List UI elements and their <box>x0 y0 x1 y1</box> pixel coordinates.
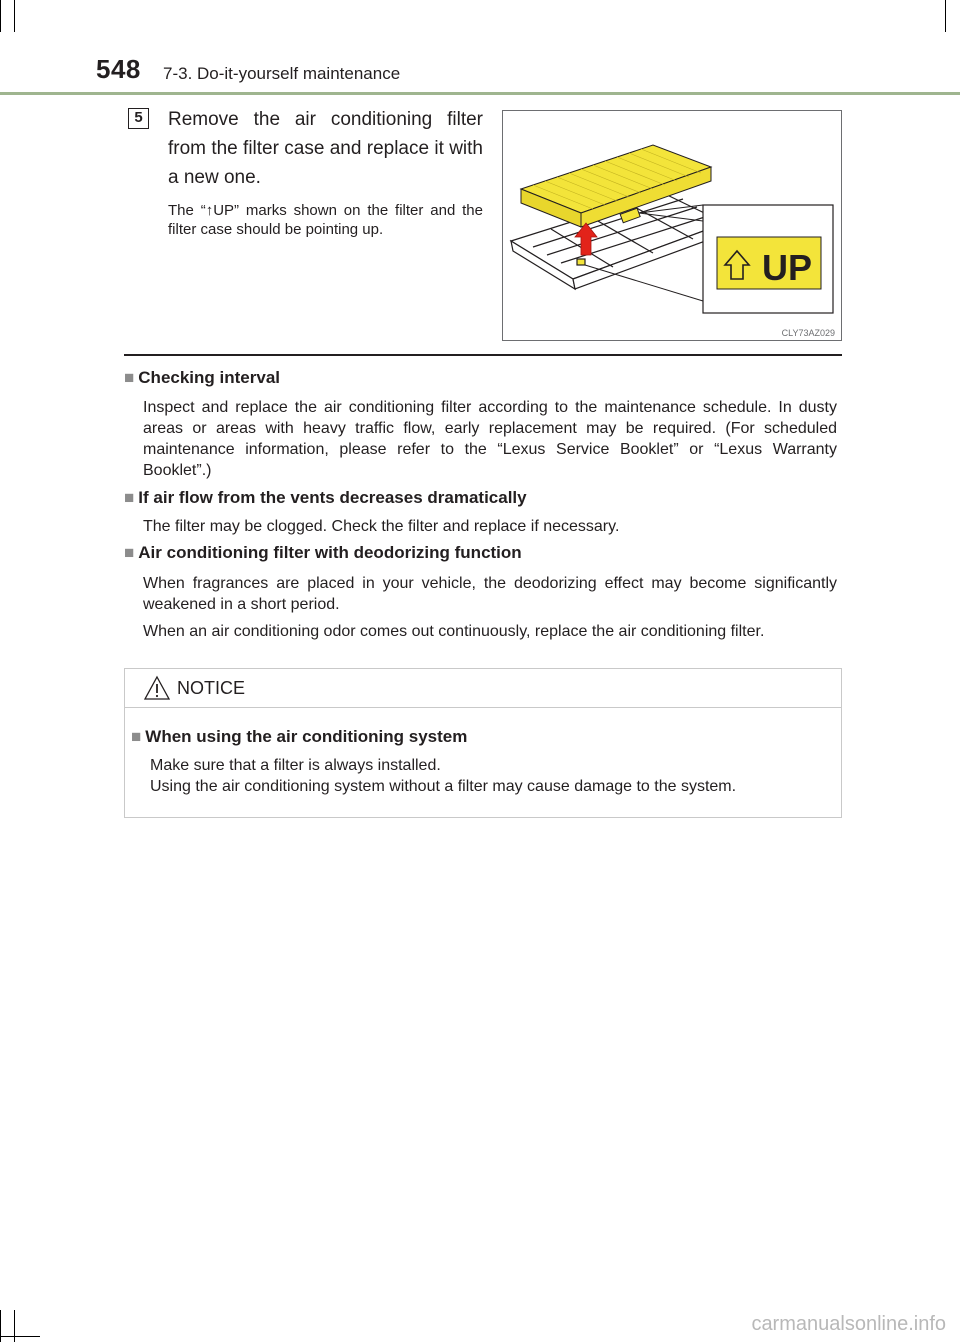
paragraph: When fragrances are placed in your vehicle, the deodorizing effect may become significantly weakened in a short period. <box>143 575 837 613</box>
step-number: 5 <box>128 108 149 129</box>
crop-mark <box>0 1310 1 1342</box>
subheading-air-flow: ■ If air flow from the vents decreases dramatically <box>124 488 527 507</box>
bullet-square-icon: ■ <box>131 727 142 746</box>
header-rule <box>0 92 960 95</box>
notice-text: Make sure that a filter is always installed. <box>150 757 441 774</box>
notice-box <box>124 668 842 818</box>
subheading-checking-interval: ■ Checking interval <box>124 368 280 387</box>
subheading-deodorizing: ■ Air conditioning filter with deodorizing function <box>124 543 522 562</box>
paragraph: Inspect and replace the air conditioning filter according to the maintenance schedule. In dusty areas or areas with heavy traffic flow, early replacement may be required. (For scheduled maintenance information, please refer to the “Lexus Service Booklet” or “Lexus Warranty Booklet”.) <box>143 399 837 479</box>
warning-triangle-icon <box>143 675 171 701</box>
filter-replacement-drawing <box>503 111 843 342</box>
bullet-square-icon: ■ <box>124 543 135 562</box>
bullet-square-icon: ■ <box>124 368 135 387</box>
illustration-code: CLY73AZ029 <box>781 328 835 338</box>
paragraph: When an air conditioning odor comes out continuously, replace the air conditioning filter. <box>143 623 765 640</box>
notice-text: Using the air conditioning system without a filter may cause damage to the system. <box>150 778 737 795</box>
up-label: UP <box>761 247 813 288</box>
filter-illustration <box>502 110 842 341</box>
crop-mark <box>0 1336 40 1337</box>
section-title: 7-3. Do-it-yourself maintenance <box>163 64 401 83</box>
notice-header <box>125 669 841 708</box>
notice-title: NOTICE <box>177 678 246 698</box>
crop-mark <box>14 1310 15 1342</box>
crop-mark <box>945 0 946 32</box>
crop-mark <box>0 0 1 32</box>
watermark-logo: carmanualsonline.info <box>751 1313 946 1335</box>
notice-subheading: ■ When using the air conditioning system <box>131 727 468 746</box>
separator-rule <box>124 354 842 356</box>
step-instruction: Remove the air conditioning filter from the filter case and replace it with a new one. <box>168 109 483 188</box>
paragraph: The filter may be clogged. Check the filter and replace if necessary. <box>143 518 620 535</box>
crop-mark <box>14 0 15 32</box>
page-number: 548 <box>96 54 141 84</box>
bullet-square-icon: ■ <box>124 488 135 507</box>
up-mark-inset <box>703 205 833 313</box>
step-note: The “↑UP” marks shown on the filter and the filter case should be pointing up. <box>168 202 483 238</box>
